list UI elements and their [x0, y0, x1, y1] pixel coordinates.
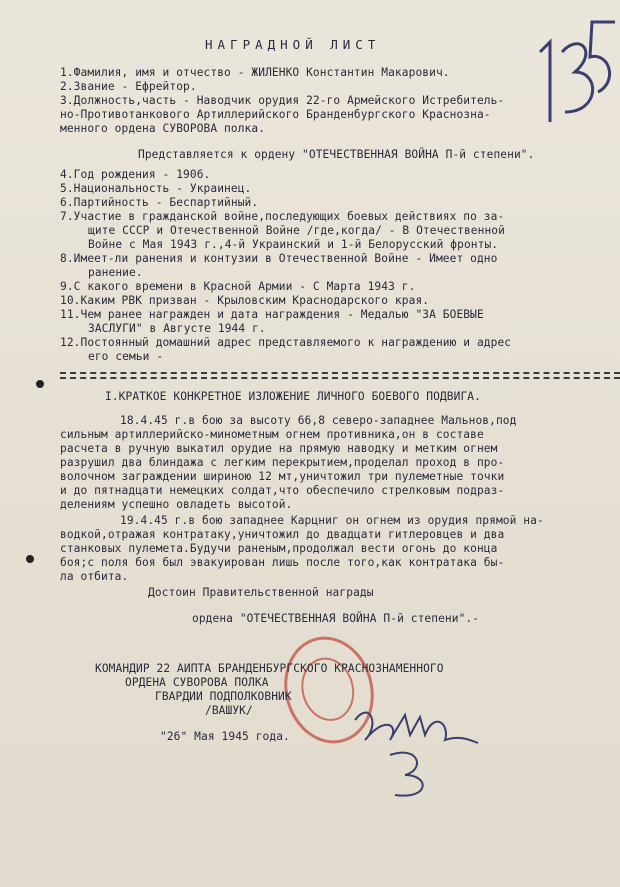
divider [60, 377, 620, 379]
field-line: 4.Год рождения - 1906. [60, 168, 211, 181]
commander-line: ОРДЕНА СУВОРОВА ПОЛКА [125, 676, 269, 689]
field-line: 9.С какого времени в Красной Армии - С Марта 1943 г. [60, 280, 416, 293]
nomination-line: Представляется к ордену "ОТЕЧЕСТВЕННАЯ ВОЙНА П-й степени". [138, 148, 535, 161]
divider [60, 372, 620, 374]
body-line: 18.4.45 г.в бою за высоту 66,8 северо-западнее Мальнов,под [120, 414, 517, 427]
commander-line: ГВАРДИИ ПОДПОЛКОВНИК [155, 690, 292, 703]
field-line: 11.Чем ранее награжден и дата награждения - Медалью "ЗА БОЕВЫЕ [60, 308, 484, 321]
signature-icon [350, 695, 480, 805]
worthy-line: ордена "ОТЕЧЕСТВЕННАЯ ВОЙНА П-й степени".- [192, 612, 480, 625]
field-line: щите СССР и Отечественной Войне /где,когда/ - В Отечественной [88, 224, 505, 237]
body-line: расчета в ручную выкатил орудие на прямую наводку и метким огнем [60, 442, 498, 455]
field-line: 7.Участие в гражданской войне,последующих боевых действиях по за- [60, 210, 505, 223]
body-line: разрушил два блиндажа с легким перекрытием,проделал проход в про- [60, 456, 505, 469]
field-line: ранение. [88, 266, 143, 279]
worthy-line: Достоин Правительственной награды [148, 586, 374, 599]
handwritten-number-icon [520, 12, 620, 132]
field-line: 10.Каким РВК призван - Крыловским Краснодарского края. [60, 294, 430, 307]
body-line: ла отбита. [60, 570, 129, 583]
field-line: Войне с Мая 1943 г.,4-й Украинский и 1-й Белорусский фронты. [88, 238, 499, 251]
body-line: волочном заграждении шириною 12 мт,уничтожил три пулеметные точки [60, 470, 505, 483]
body-line: делениям успешно овладеть высотой. [60, 498, 293, 511]
body-line: станковых пулемета.Будучи раненым,продолжал вести огонь до конца [60, 542, 498, 555]
body-line: водкой,отражая контратаку,уничтожил до двадцати гитлеровцев и два [60, 528, 505, 541]
field-line: его семьи - [88, 350, 164, 363]
body-line: и до пятнадцати немецких солдат,что обеспечило стрелковым подраз- [60, 484, 505, 497]
field-line: 8.Имеет-ли ранения и контузии в Отечественной Войне - Имеет одно [60, 252, 498, 265]
field-line: но-Противотанкового Артиллерийского Бранденбургского Краснозна- [60, 108, 491, 121]
body-line: 19.4.45 г.в бою западнее Карцниг он огнем из орудия прямой на- [120, 514, 544, 527]
commander-line: КОМАНДИР 22 АИПТА БРАНДЕНБУРГСКОГО КРАСНОЗНАМЕННОГО [95, 662, 444, 675]
body-line: боя;с поля боя был эвакуирован лишь после того,как контратака бы- [60, 556, 505, 569]
field-line: 12.Постоянный домашний адрес представляемого к награждению и адрес [60, 336, 512, 349]
field-line: 3.Должность,часть - Наводчик орудия 22-го Армейского Истребитель- [60, 94, 505, 107]
field-line: 2.Звание - Ефрейтор. [60, 80, 197, 93]
page-title: НАГРАДНОЙ ЛИСТ [205, 37, 381, 52]
date-line: "26" Мая 1945 года. [160, 730, 290, 743]
field-line: менного ордена СУВОРОВА полка. [60, 122, 266, 135]
commander-name: /ВАШУК/ [205, 704, 253, 717]
section-heading: I.КРАТКОЕ КОНКРЕТНОЕ ИЗЛОЖЕНИЕ ЛИЧНОГО БОЕВОГО ПОДВИГА. [105, 390, 481, 403]
field-line: 6.Партийность - Беспартийный. [60, 196, 259, 209]
punch-hole [36, 380, 44, 388]
field-line: 1.Фамилия, имя и отчество - ЖИЛЕНКО Константин Макарович. [60, 66, 450, 79]
punch-hole [26, 555, 34, 563]
body-line: сильным артиллерийско-минометным огнем противника,он в составе [60, 428, 484, 441]
field-line: 5.Национальность - Украинец. [60, 182, 252, 195]
field-line: ЗАСЛУГИ" в Августе 1944 г. [88, 322, 266, 335]
